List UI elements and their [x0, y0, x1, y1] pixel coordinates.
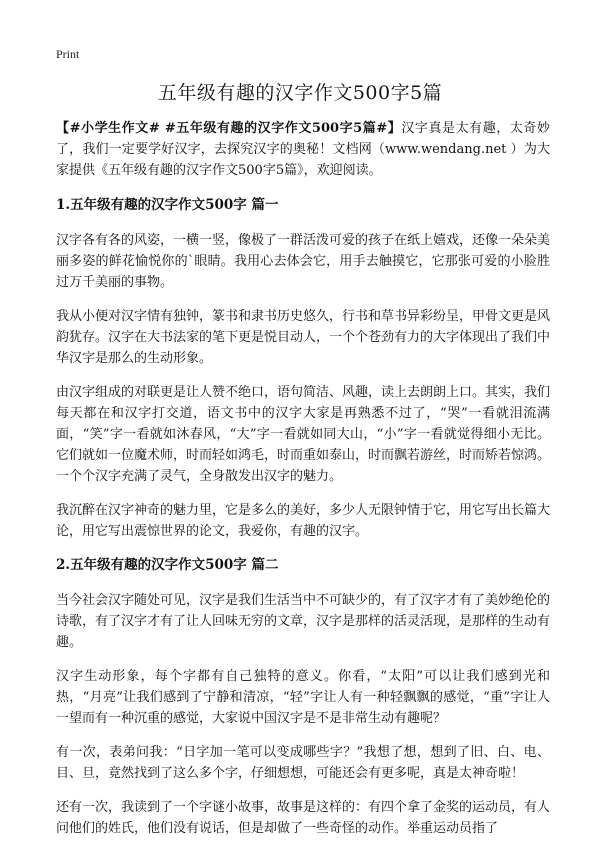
print-link[interactable]: Print [56, 47, 80, 61]
paragraph: 有一次，表弟问我：“日字加一笔可以变成哪些字？”我想了想，想到了旧、白、电、目、旦，竟然找到了这么多个字，仔细想想，可能还会有更多呢，真是太神奇啦！ [56, 745, 550, 781]
paragraph: 由汉字组成的对联更是让人赞不绝口，语句简洁、风趣，读上去朗朗上口。其实，我们每天都在和汉字打交道，语文书中的汉字大家是再熟悉不过了，“哭”一看就泪流满面，“笑”字一看就如沐春风，“大”字一看就如同大山，“小”字一看就觉得细小无比。它们就如一位魔术师，时而轻如鸿毛，时而重如泰山，时而飘若游丝，时而矫若惊鸿。一个个汉字充满了灵气，全身散发出汉字的魅力。 [56, 385, 551, 484]
intro-paragraph [56, 118, 550, 181]
section-heading-1: 1.五年级有趣的汉字作文500字 篇一 [56, 197, 279, 213]
article-body [56, 118, 550, 852]
section-heading-2: 2.五年级有趣的汉字作文500字 篇二 [56, 557, 279, 573]
paragraph: 汉字各有各的风姿，一横一竖，像极了一群活泼可爱的孩子在纸上嬉戏，还像一朵朵美丽多姿的鲜花愉悦你的`眼睛。我用心去体会它，用手去触摸它，它那张可爱的小脸胜过万千美丽的事物。 [56, 233, 551, 290]
paragraph: 我沉醉在汉字神奇的魅力里，它是多么的美好，多少人无限钟情于它，用它写出长篇大论，用它写出震惊世界的论文，我爱你，有趣的汉字。 [56, 503, 551, 539]
intro-tag: 【#小学生作文# #五年级有趣的汉字作文500字5篇#】 [56, 121, 402, 136]
paragraph: 还有一次，我读到了一个字谜小故事，故事是这样的：有四个拿了金奖的运动员，有人问他们的姓氏，他们没有说话，但是却做了一些奇怪的动作。举重运动员指了 [56, 800, 551, 836]
paragraph: 汉字生动形象，每个字都有自己独特的意义。你看，“太阳”可以让我们感到光和热，“月亮”让我们感到了宁静和清凉，“轻”字让人有一种轻飘飘的感觉，“重”字让人一望而有一种沉重的感觉，大家说中国汉字是不是非常生动有趣呢？ [56, 669, 550, 726]
paragraph: 我从小便对汉字情有独钟，篆书和隶书历史悠久，行书和草书异彩纷呈，甲骨文更是风韵犹存。汉字在大书法家的笔下更是悦目动人，一个个苍劲有力的大字体现出了我们中华汉字是那么的生动形象。 [56, 309, 551, 366]
page-title: 五年级有趣的汉字作文500字5篇 [157, 82, 443, 104]
intro-text: 汉字真是太有趣，太奇妙了，我们一定要学好汉字，去探究汉字的奥秘！文档网（www.wendang.net ）为大家提供《五年级有趣的汉字作文500字5篇》，欢迎阅读。 [56, 121, 550, 178]
paragraph: 当今社会汉字随处可见，汉字是我们生活当中不可缺少的，有了汉字才有了美妙绝伦的诗歌，有了汉字才有了让人回味无穷的文章，汉字是那样的活灵活现，是那样的生动有趣。 [56, 593, 551, 650]
